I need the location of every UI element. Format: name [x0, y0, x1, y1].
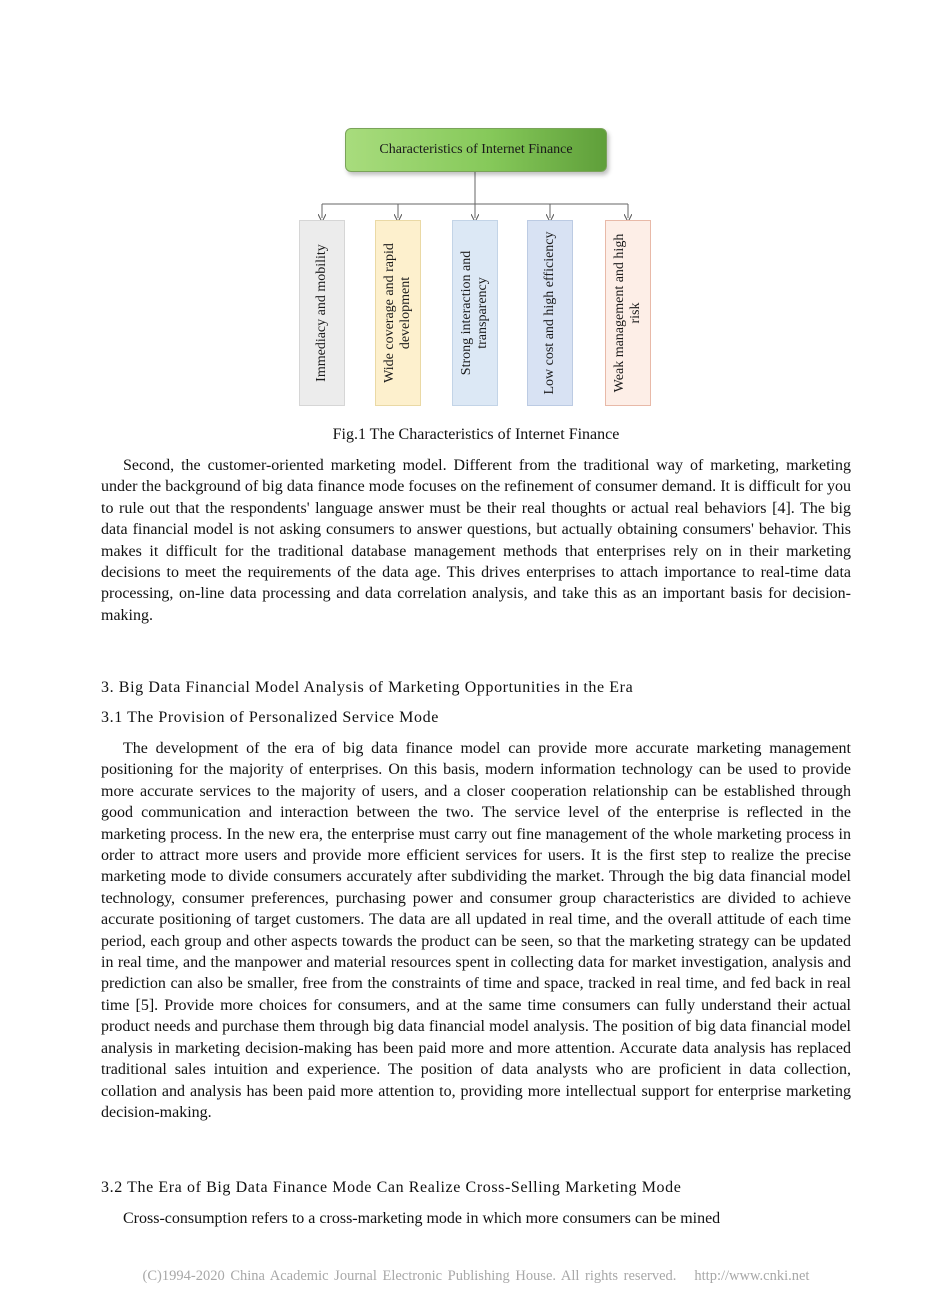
subsection-heading-3-2: 3.2 The Era of Big Data Finance Mode Can Realize Cross-Selling Marketing Mode [101, 1179, 682, 1196]
node-label: Weak management and high risk [612, 233, 643, 393]
footer-url[interactable]: http://www.cnki.net [694, 1268, 810, 1284]
section-heading-3: 3. Big Data Financial Model Analysis of Marketing Opportunities in the Era [101, 679, 634, 696]
paragraph-cross-consumption: Cross-consumption refers to a cross-marketing mode in which more consumers can be mined [123, 1210, 721, 1227]
diagram-node-interaction [452, 220, 498, 406]
diagram-root-label: Characteristics of Internet Finance [379, 142, 573, 157]
paragraph-personalized-service: The development of the era of big data finance model can provide more accurate marketing management positioning for the majority of enterprises. On this basis, modern information technology can be used to provide more accurate services to the majority of users, and a closer cooperation relationship can be established through good communication and interaction between the two. The service level of the enterprise is reflected in the marketing process. In the new era, the enterprise must carry out fine management of the whole marketing process in order to attract more users and provide more efficient services for users. It is the first step to realize the precise marketing mode to divide consumers accurately after subdividing the market. Through the big data financial model technology, consumer preferences, purchasing power and consumer group characteristics are divided to achieve accurate positioning of target customers. The data are all updated in real time, and the overall attitude of each time period, each group and other aspects towards the product can be seen, so that the marketing strategy can be updated in real time, and the manpower and material resources spent in collecting data for market investigation, analysis and prediction can also be smaller, free from the constraints of time and space, tracked in real time, and fed back in real time [5]. Provide more choices for consumers, and at the same time consumers can fully understand their actual product needs and purchase them through big data financial model analysis. The position of big data financial model analysis in marketing decision-making has been paid more and more attention. Accurate data analysis has replaced traditional sales intuition and experience. The position of data analysts who are proficient in data collection, collation and analysis has been paid more attention to, providing more intellectual support for enterprise marketing decision-making. [101, 740, 851, 1121]
figure-caption: Fig.1 The Characteristics of Internet Finance [332, 426, 620, 443]
footer-copyright: (C)1994-2020 China Academic Journal Electronic Publishing House. All rights reserved. [142, 1268, 677, 1284]
diagram-node-coverage [375, 220, 421, 406]
characteristics-diagram [0, 0, 952, 420]
diagram-node-low-cost [527, 220, 573, 406]
page-footer [0, 1268, 952, 1285]
diagram-node-immediacy [299, 220, 345, 406]
node-label: Strong interaction and transparency [459, 250, 490, 376]
node-label: Immediacy and mobility [314, 244, 329, 382]
node-label: Wide coverage and rapid development [382, 243, 413, 383]
diagram-root-node [345, 128, 607, 172]
diagram-node-weak-management [605, 220, 651, 406]
subsection-heading-3-1: 3.1 The Provision of Personalized Service Mode [101, 709, 439, 726]
node-label: Low cost and high efficiency [542, 231, 557, 395]
paragraph-customer-oriented: Second, the customer-oriented marketing model. Different from the traditional way of marketing, marketing under the background of big data finance mode focuses on the refinement of consumer demand. It is difficult for you to rule out that the respondents' language answer must be their real thoughts or actual real behaviors [4]. The big data financial model is not asking consumers to answer questions, but actually obtaining consumers' behavior. This makes it difficult for the traditional database management methods that enterprises rely on in their marketing decisions to meet the requirements of the data age. This drives enterprises to attach importance to real-time data processing, on-line data processing and data correlation analysis, and take this as an important basis for decision-making. [101, 457, 851, 624]
